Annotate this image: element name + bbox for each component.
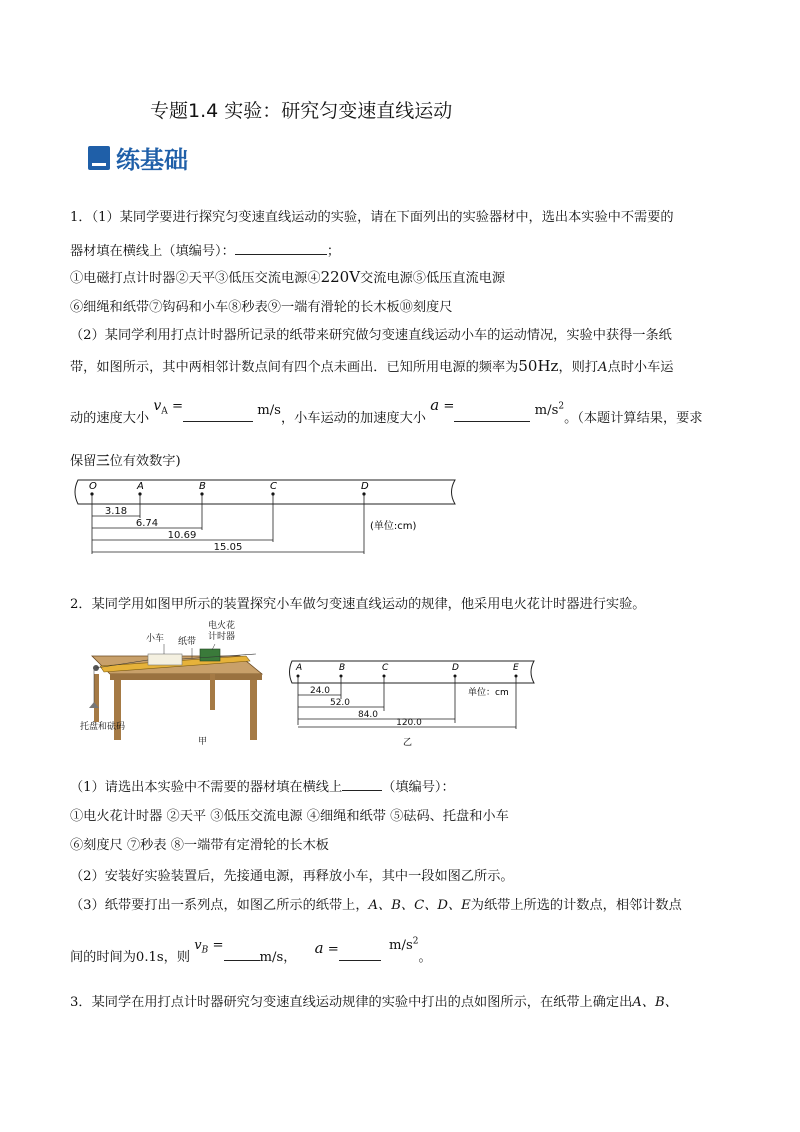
tape-point-label: D <box>361 481 369 492</box>
q1-line6: 带，如图所示，其中两相邻计数点间有四个点未画出．已知所用电源的频率为50Hz，则打A点时小车运 <box>70 357 674 375</box>
q2-options1: ①电火花计时器 ②天平 ③低压交流电源 ④细绳和纸带 ⑤砝码、托盘和小车 <box>70 809 509 824</box>
q1-line2: 器材填在横线上（填编号）： ； <box>70 244 341 259</box>
answer-blank[interactable] <box>342 778 382 791</box>
dim-label: 24.0 <box>309 686 331 696</box>
q1-line4: ⑥细绳和纸带⑦钩码和小车⑧秒表⑨一端有滑轮的长木板⑩刻度尺 <box>70 300 453 315</box>
answer-blank-a[interactable] <box>454 409 530 422</box>
q2-tape-figure <box>284 655 549 755</box>
q2-apparatus-figure <box>80 616 280 751</box>
dim-label: 15.05 <box>213 542 243 553</box>
cart <box>148 654 182 665</box>
q2-line1: 2．某同学用如图甲所示的装置探究小车做匀变速直线运动的规律，他采用电火花计时器进行实验。 <box>70 597 646 612</box>
section-badge-label: 练基础 <box>116 146 188 174</box>
q3-line1: 3．某同学在用打点计时器研究匀变速直线运动规律的实验中打出的点如图所示，在纸带上确定出A、B、 <box>70 995 678 1010</box>
label-weights: 托盘和砝码 <box>80 722 126 732</box>
dim-label: 3.18 <box>104 506 128 517</box>
q2-part3-line2: 间的时间为0.1s，则 $v_B =m/s$， $a = m/s^2$。 <box>70 936 432 965</box>
unit-label: 单位：cm <box>468 688 509 698</box>
tape-point-label: O <box>89 481 97 492</box>
table-leg <box>250 680 257 740</box>
q1-line5: （2）某同学利用打点计时器所记录的纸带来研究做匀变速直线运动小车的运动情况，实验中获得一条纸 <box>70 328 672 343</box>
answer-blank-vb[interactable] <box>224 948 260 961</box>
dim-label: 120.0 <box>396 718 422 728</box>
tape-point-label: C <box>382 663 389 673</box>
tape-point-label: D <box>452 663 459 673</box>
answer-blank-va[interactable] <box>183 409 253 422</box>
label-cart: 小车 <box>146 634 165 644</box>
paper-tape <box>75 480 455 504</box>
q1-line3: ①电磁打点计时器②天平③低压交流电源④220V交流电源⑤低压直流电源 <box>70 268 506 286</box>
table-leg <box>94 674 99 722</box>
dim-label: 6.74 <box>135 518 159 529</box>
q1-tape-figure <box>70 472 470 562</box>
spark-timer <box>200 649 220 661</box>
q2-part1: （1）请选出本实验中不需要的器材填在横线上 （填编号）： <box>70 780 455 795</box>
tape-point-label: C <box>270 481 277 492</box>
label-timer: 电火花 <box>208 621 236 631</box>
dim-label: 84.0 <box>357 710 379 720</box>
tape-point-label: B <box>339 663 346 673</box>
paper-tape <box>290 661 535 683</box>
q1-line7: 动的速度大小 $v_A = m/s$，小车运动的加速度大小 $a = m/s^2$。（本题计算结果，要求 <box>70 396 703 426</box>
tape-point-label: B <box>199 481 206 492</box>
caption-yi: 乙 <box>403 738 413 748</box>
q1-line1: 1．（1）某同学要进行探究匀变速直线运动的实验，请在下面列出的实验器材中，选出本实验中不需要的 <box>70 210 674 225</box>
answer-blank-a[interactable] <box>339 948 381 961</box>
q2-part2: （2）安装好实验装置后，先接通电源，再释放小车，其中一段如图乙所示。 <box>70 869 514 884</box>
tape-point-label: E <box>513 663 519 673</box>
tape-point-label: A <box>137 481 144 492</box>
q2-part3: （3）纸带要打出一系列点，如图乙所示的纸带上，A、B、C、D、E为纸带上所选的计数点，相邻计数点 <box>70 898 682 913</box>
tape-point-label: A <box>296 663 303 673</box>
book-icon <box>88 146 110 170</box>
q1-line8: 保留三位有效数字) <box>70 454 181 469</box>
page-title: 专题1.4 实验：研究匀变速直线运动 <box>150 100 453 122</box>
label-tape: 纸带 <box>178 637 197 647</box>
dim-label: 10.69 <box>167 530 197 541</box>
unit-label: (单位:cm) <box>370 521 417 532</box>
caption-jia: 甲 <box>198 737 208 747</box>
section-badge <box>88 140 188 175</box>
answer-blank[interactable] <box>235 242 327 255</box>
label-timer: 计时器 <box>208 632 236 642</box>
q2-options2: ⑥刻度尺 ⑦秒表 ⑧一端带有定滑轮的长木板 <box>70 838 329 853</box>
dim-label: 52.0 <box>329 698 351 708</box>
table-leg <box>210 674 215 710</box>
